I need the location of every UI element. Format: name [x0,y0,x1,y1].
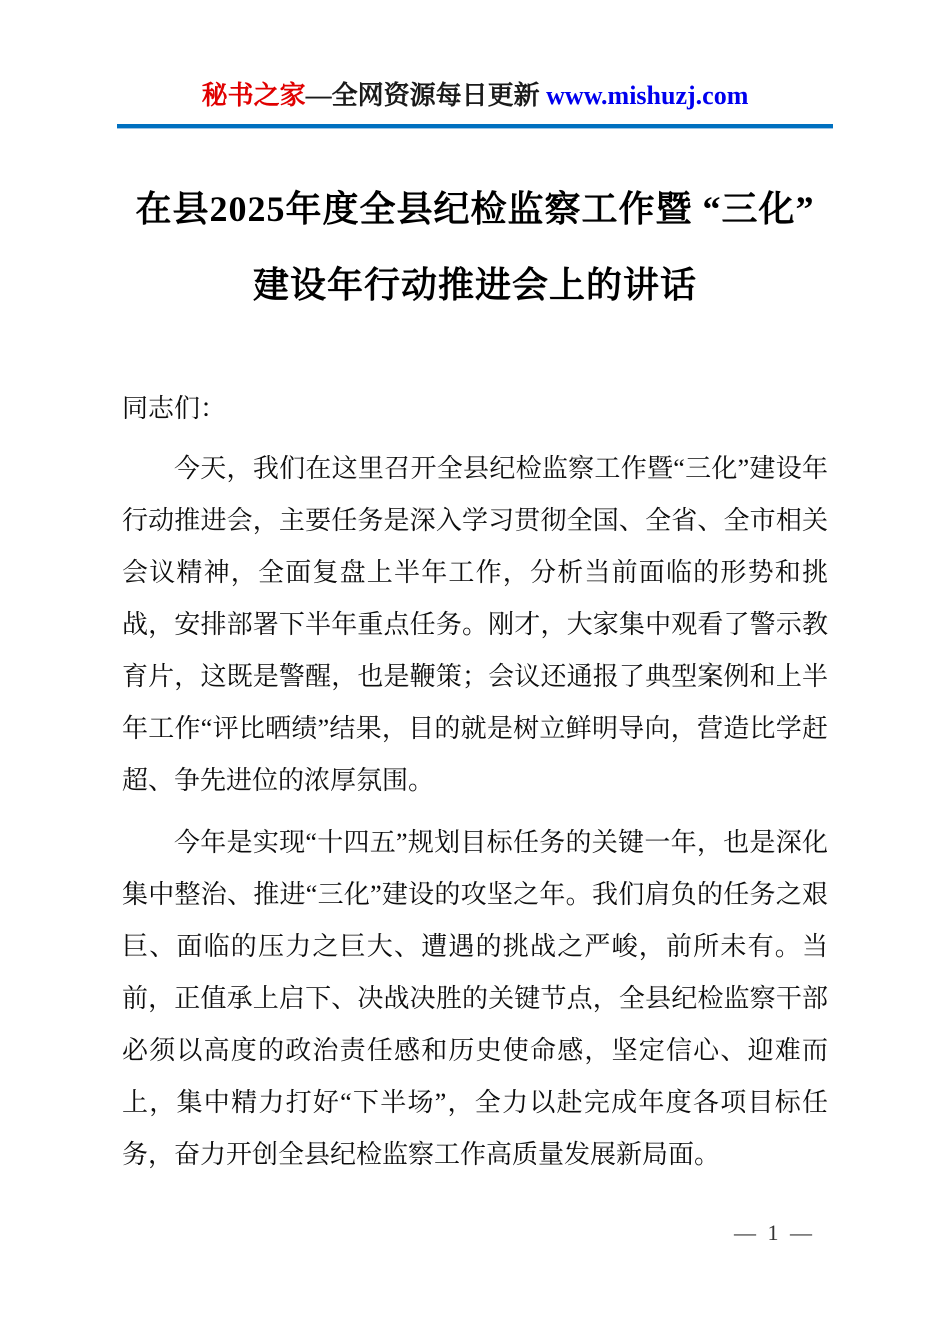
page-footer [734,1220,815,1246]
header-divider [117,124,833,129]
header-tagline: —全网资源每日更新 [305,81,547,110]
body-paragraph-2: 今年是实现“十四五”规划目标任务的关键一年，也是深化集中整治、推进“三化”建设的攻坚之年。我们肩负的任务之艰巨、面临的压力之巨大、遭遇的挑战之严峻，前所未有。当前，正值承上启下、决战决胜的关键节点，全县纪检监察干部必须以高度的政治责任感和历史使命感，坚定信心、迎难而上，集中精力打好“下半场”，全力以赴完成年度各项目标任务，奋力开创全县纪检监察工作高质量发展新局面。 [122,828,828,1169]
title-line-2: 建设年行动推进会上的讲话 [252,265,697,305]
body-paragraph-1: 今天，我们在这里召开全县纪检监察工作暨“三化”建设年行动推进会，主要任务是深入学习贯彻全国、全省、全市相关会议精神，全面复盘上半年工作，分析当前面临的形势和挑战，安排部署下半年重点任务。刚才，大家集中观看了警示教育片，这既是警醒，也是鞭策；会议还通报了典型案例和上半年工作“评比晒绩”结果，目的就是树立鲜明导向，营造比学赶超、争先进位的浓厚氛围。 [122,454,828,795]
site-url-link[interactable]: www.mishuzj.com [546,81,749,110]
salutation: 同志们： [122,394,227,423]
document-body [122,383,828,1181]
page-number: — 1 — [734,1220,815,1245]
title-line-1: 在县2025年度全县纪检监察工作暨 “三化” [135,189,815,229]
site-header [122,78,828,114]
document-title [122,171,828,323]
brand-name: 秘书之家 [201,81,306,110]
